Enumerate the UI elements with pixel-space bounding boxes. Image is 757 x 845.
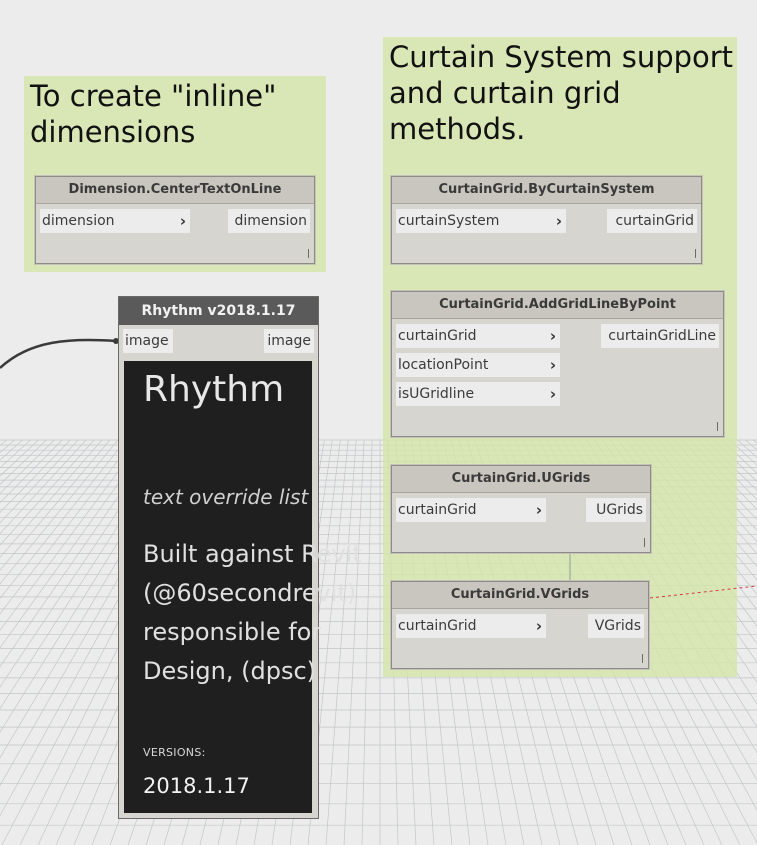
input-port-curtain-grid[interactable] [396,324,560,348]
image-versions-label: VERSIONS: [143,746,206,759]
input-port-curtain-grid[interactable] [396,498,546,522]
input-port-curtain-system[interactable] [396,209,566,233]
node-title: Dimension.CenterTextOnLine [36,177,314,204]
image-version-number: 2018.1.17 [143,774,250,798]
chevron-right-icon: › [535,501,542,519]
output-port-dimension[interactable]: dimension [228,209,310,233]
output-port-ugrids[interactable]: UGrids [586,498,646,522]
image-description [143,535,362,691]
lacing-icon[interactable] [642,654,643,663]
node-dimension-center-text[interactable] [35,176,315,264]
image-desc-line: Design, (dpsc) [143,657,317,685]
input-port-location-point[interactable] [396,353,560,377]
group-title-line: dimensions [30,115,196,149]
port-label: image [125,333,169,349]
port-label: dimension [42,213,115,229]
input-port-curtain-grid[interactable] [396,614,546,638]
image-desc-line: responsible for [143,618,322,646]
port-label: isUGridline [398,386,475,402]
port-label: curtainGrid [398,502,477,518]
input-port-image[interactable] [123,329,173,353]
node-title: CurtainGrid.UGrids [392,466,650,493]
axis-line-red [650,586,757,598]
output-port-image[interactable]: image [264,329,314,353]
lacing-icon[interactable] [695,249,696,258]
port-label: curtainGrid [398,618,477,634]
image-italic-text: text override list [143,485,309,509]
node-rhythm-watch-image[interactable] [118,296,362,819]
node-title: Rhythm v2018.1.17 [119,297,318,325]
group-title-line: To create "inline" [30,79,277,113]
port-label: curtainSystem [398,213,500,229]
group-title-line: methods. [389,112,526,146]
wire-image-input[interactable] [0,340,116,368]
input-port-is-u-gridline[interactable] [396,382,560,406]
chevron-right-icon: › [555,212,562,230]
image-desc-line: (@60secondrevit) [143,579,357,607]
node-curtain-grid-by-curtain-system[interactable] [391,176,702,264]
image-title: Rhythm [143,369,285,410]
node-curtain-grid-ugrids[interactable] [391,465,651,553]
output-port-vgrids[interactable]: VGrids [588,614,644,638]
chevron-right-icon: › [549,356,556,374]
group-title-line: Curtain System support [389,40,734,74]
node-curtain-grid-vgrids[interactable] [391,581,649,669]
node-title: CurtainGrid.AddGridLineByPoint [392,292,723,319]
chevron-right-icon: › [535,617,542,635]
lacing-icon[interactable] [644,538,645,547]
node-curtain-grid-add-grid-line[interactable] [391,291,724,437]
chevron-right-icon: › [179,212,186,230]
chevron-right-icon: › [549,327,556,345]
lacing-icon[interactable] [308,249,309,258]
port-label: curtainGrid [398,328,477,344]
chevron-right-icon: › [549,385,556,403]
node-title: CurtainGrid.VGrids [392,582,648,609]
rhythm-image-preview [124,361,362,813]
input-port-dimension[interactable] [40,209,190,233]
node-title: CurtainGrid.ByCurtainSystem [392,177,701,204]
port-label: locationPoint [398,357,489,373]
output-port-curtain-grid[interactable]: curtainGrid [607,209,697,233]
image-desc-line: Built against Revit [143,540,362,568]
lacing-icon[interactable] [717,422,718,431]
group-title-line: and curtain grid [389,76,621,110]
output-port-curtain-grid-line[interactable]: curtainGridLine [601,324,719,348]
